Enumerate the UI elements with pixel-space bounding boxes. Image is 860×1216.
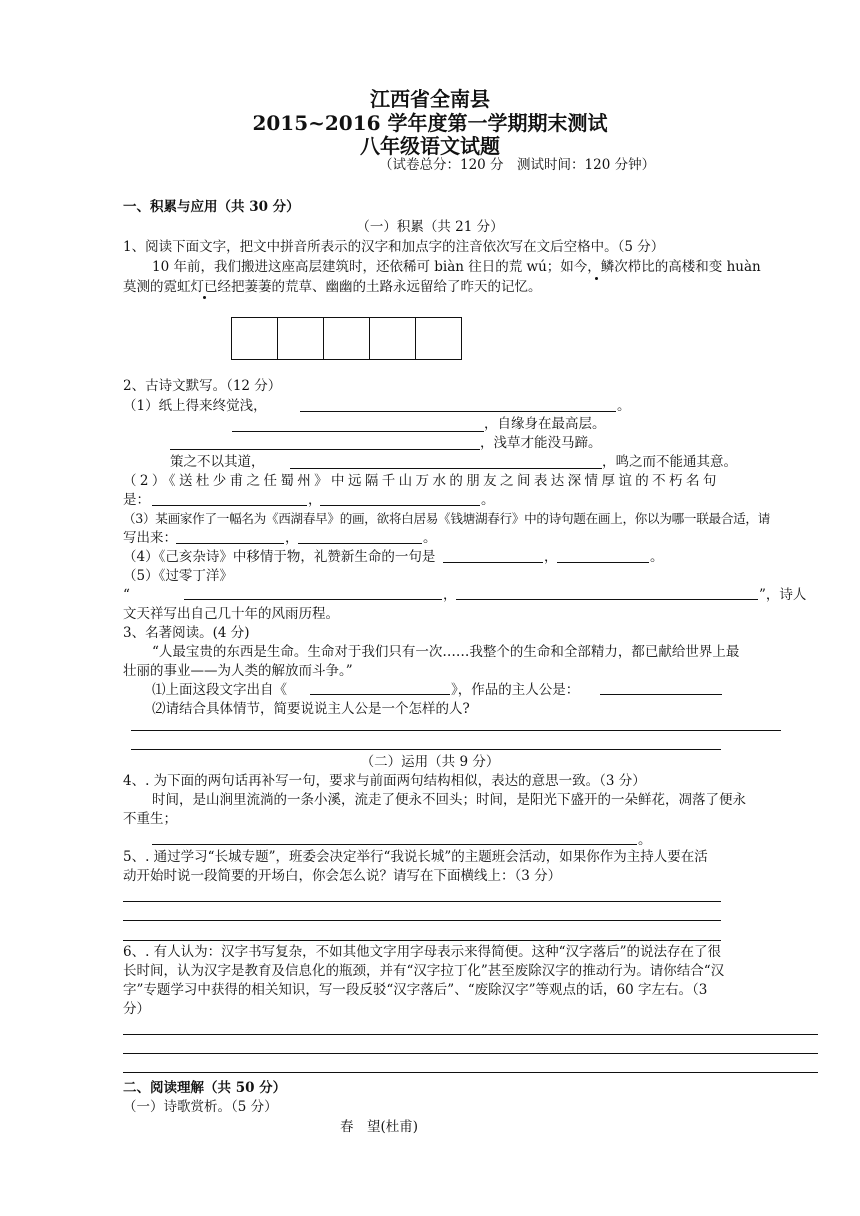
answer-box-3[interactable] bbox=[323, 317, 370, 360]
q4-para1: 时间，是山涧里流淌的一条小溪，流走了便永不回头；时间，是阳光下盛开的一朵鲜花，凋落了便永 bbox=[152, 792, 746, 808]
poem-title: 春 望(杜甫) bbox=[340, 1119, 419, 1135]
q6-line4: 分） bbox=[123, 1001, 150, 1017]
answer-grid bbox=[232, 317, 462, 360]
subsection-usage: （二）运用（共 9 分） bbox=[360, 754, 500, 770]
q2-line2-text: ，自缘身在最高层。 bbox=[484, 416, 606, 432]
q6-line1: 6、. 有人认为：汉字书写复杂，不如其他文字用字母表示来得简便。这种“汉字落后”的说法存在了很 bbox=[123, 944, 721, 960]
answer-line[interactable] bbox=[131, 749, 721, 750]
answer-line[interactable] bbox=[176, 543, 284, 544]
answer-line[interactable] bbox=[152, 844, 637, 845]
q3-sub2-text: ⑵请结合具体情节，简要说说主人公是一个怎样的人? bbox=[152, 701, 470, 717]
q2-line5-text: （2）《送杜少甫之任蜀州》中远隔千山万水的朋友之间表达深情厚谊的不朽名句 bbox=[123, 473, 720, 489]
q2-line3-text: ，浅草才能没马蹄。 bbox=[480, 435, 602, 451]
subsection-accumulation: （一）积累（共 21 分） bbox=[356, 219, 504, 235]
answer-line[interactable] bbox=[443, 562, 543, 563]
q6-line2: 长时间，认为汉字是教育及信息化的瓶颈，并有“汉字拉丁化”甚至废除汉字的推动行为。请你结合“汉 bbox=[123, 963, 725, 979]
subsection-poetry: （一）诗歌赏析。（5 分） bbox=[123, 1099, 278, 1115]
q4-para2: 不重生； bbox=[123, 811, 177, 827]
q5-line2: 动开始时说一段简要的开场白，你会怎么说？请写在下面横线上：（3 分） bbox=[123, 868, 562, 884]
answer-line[interactable] bbox=[123, 1053, 818, 1054]
q2-line8-text: 写出来： bbox=[123, 530, 177, 546]
answer-line[interactable] bbox=[123, 901, 721, 902]
q4-end: 。 bbox=[638, 832, 652, 848]
q2-stem: 2、古诗文默写。（12 分） bbox=[123, 378, 282, 394]
title-subject: 八年级语文试题 bbox=[360, 134, 500, 158]
answer-line[interactable] bbox=[456, 599, 758, 600]
q2-line11-open: “ bbox=[123, 587, 130, 603]
exam-meta: （试卷总分：120 分 测试时间：120 分钟） bbox=[379, 157, 656, 173]
answer-box-4[interactable] bbox=[369, 317, 416, 360]
q2-line6-comma: ， bbox=[308, 492, 322, 508]
answer-line[interactable] bbox=[123, 940, 721, 941]
answer-line[interactable] bbox=[232, 431, 484, 432]
answer-box-2[interactable] bbox=[277, 317, 324, 360]
emphasis-dot bbox=[203, 296, 206, 299]
title-county: 江西省全南县 bbox=[370, 87, 490, 111]
q3-quote-line2: 壮丽的事业——为人类的解放而斗争。” bbox=[123, 663, 353, 679]
answer-line[interactable] bbox=[131, 730, 781, 731]
answer-line[interactable] bbox=[123, 1034, 818, 1035]
q3-quote-line1: “人最宝贵的东西是生命。生命对于我们只有一次……我整个的生命和全部精力，都已献给世界上最 bbox=[152, 644, 740, 660]
q2-line11-comma: ， bbox=[443, 587, 457, 603]
q1-para2: 莫测的霓虹灯已经把萋萋的荒草、幽幽的土路永远留给了昨天的记忆。 bbox=[123, 279, 542, 295]
title-term: 2015~2016 学年度第一学期期末测试 bbox=[252, 111, 608, 135]
q6-line3: 字”专题学习中获得的相关知识，写一段反驳“汉字落后”、“废除汉字”等观点的话，60 字左右。（3 bbox=[123, 982, 708, 998]
answer-line[interactable] bbox=[170, 449, 480, 450]
q3-sub1-mid: 》，作品的主人公是： bbox=[451, 682, 580, 698]
section1-heading: 一、积累与应用（共 30 分） bbox=[123, 199, 300, 215]
q2-line10-text: （5）《过零丁洋》 bbox=[123, 568, 233, 584]
q2-line8-comma: ， bbox=[285, 530, 299, 546]
q2-line8-end: 。 bbox=[423, 530, 437, 546]
answer-box-5[interactable] bbox=[415, 317, 462, 360]
emphasis-dot bbox=[595, 277, 598, 280]
q1-stem: 1、阅读下面文字，把文中拼音所表示的汉字和加点字的注音依次写在文后空格中。（5 分） bbox=[123, 239, 665, 255]
answer-line[interactable] bbox=[300, 411, 616, 412]
q2-line7-text: （3）某画家作了一幅名为《西湖春早》的画，欲将白居易《钱塘湖春行》中的诗句题在画上，你以为哪一联最合适，请 bbox=[123, 511, 770, 526]
section2-heading: 二、阅读理解（共 50 分） bbox=[123, 1080, 287, 1096]
answer-box-1[interactable] bbox=[231, 317, 278, 360]
answer-line[interactable] bbox=[320, 505, 480, 506]
q2-line1-text: （1）纸上得来终觉浅， bbox=[123, 398, 267, 414]
answer-line[interactable] bbox=[152, 505, 307, 506]
answer-line[interactable] bbox=[310, 694, 450, 695]
answer-line[interactable] bbox=[123, 920, 721, 921]
q2-line1-end: 。 bbox=[617, 398, 631, 414]
answer-line[interactable] bbox=[290, 468, 602, 469]
q2-line6-text: 是： bbox=[123, 492, 150, 508]
answer-line[interactable] bbox=[184, 599, 442, 600]
answer-line[interactable] bbox=[123, 1072, 818, 1073]
answer-line[interactable] bbox=[557, 562, 649, 563]
q2-line12-text: 文天祥写出自己几十年的风雨历程。 bbox=[123, 606, 339, 622]
q2-line9-end: 。 bbox=[650, 549, 664, 565]
q5-line1: 5、. 通过学习“长城专题”，班委会决定举行“我说长城”的主题班会活动，如果你作为主持人要在活 bbox=[123, 849, 708, 865]
q3-sub1-text: ⑴上面这段文字出自《 bbox=[152, 682, 287, 698]
answer-line[interactable] bbox=[298, 543, 422, 544]
q2-line6-end: 。 bbox=[481, 492, 495, 508]
q1-para1: 10 年前，我们搬进这座高层建筑时，还依稀可 biàn 往日的荒 wú；如今，鳞次栉比的高楼和变 huàn bbox=[152, 259, 761, 275]
q2-line4-text: 策之不以其道， bbox=[170, 454, 265, 470]
q2-line9-comma: ， bbox=[544, 549, 558, 565]
q2-line4-end: ，鸣之而不能通其意。 bbox=[602, 454, 737, 470]
q2-line11-end: ”，诗人 bbox=[759, 587, 807, 603]
q4-stem: 4、. 为下面的两句话再补写一句，要求与前面两句结构相似，表达的意思一致。（3 分） bbox=[123, 773, 646, 789]
q2-line9-text: （4）《己亥杂诗》中移情于物，礼赞新生命的一句是 bbox=[123, 549, 436, 565]
answer-line[interactable] bbox=[600, 694, 722, 695]
q3-stem: 3、名著阅读。(4 分) bbox=[123, 625, 250, 641]
